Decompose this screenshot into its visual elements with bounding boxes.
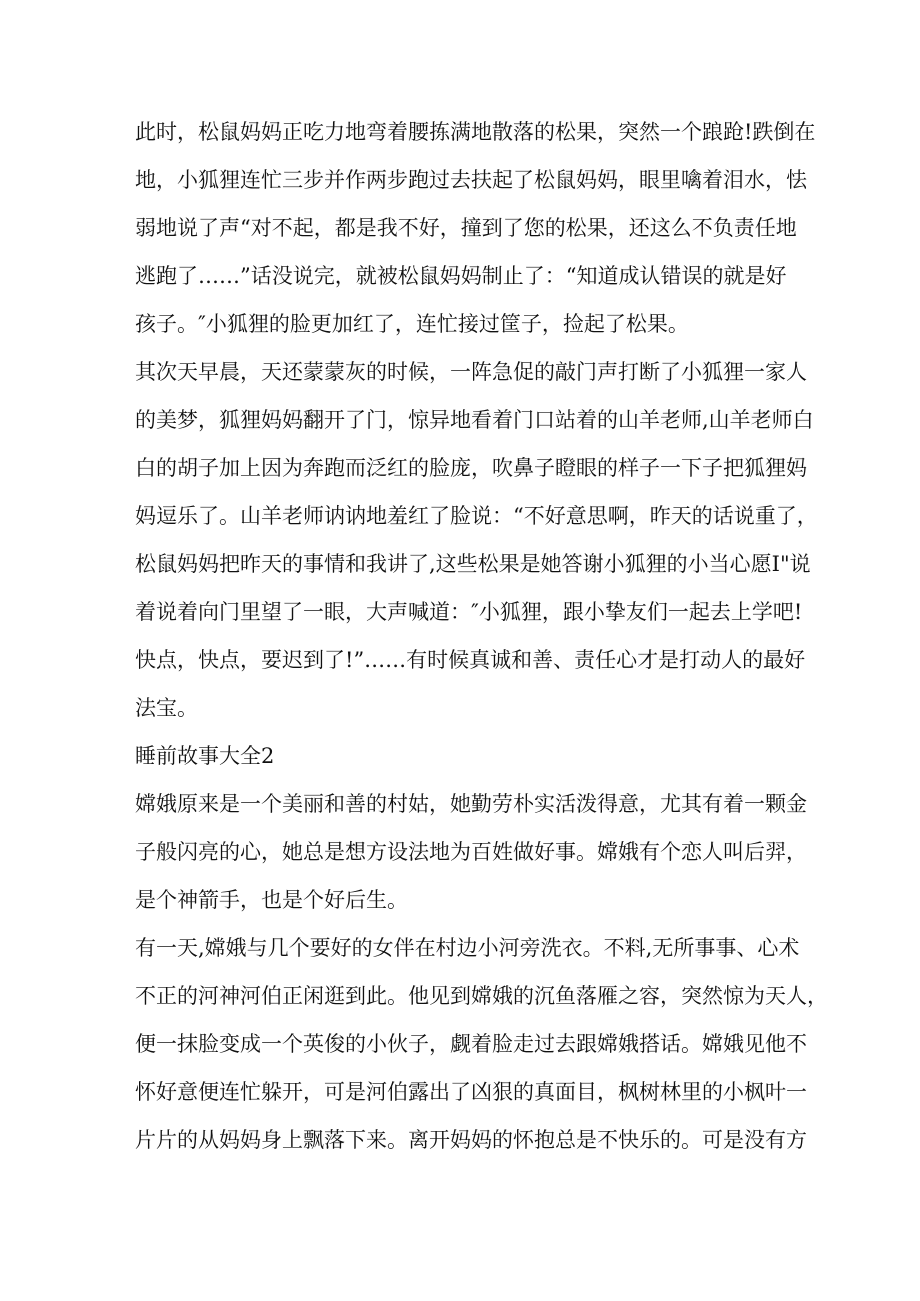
- text-line: 快点，快点，要迟到了!”……有时候真诚和善、责任心才是打动人的最好: [135, 648, 806, 672]
- text-line: 白的胡子加上因为奔跑而泛红的脸庞，吹鼻子瞪眼的样子一下子把狐狸妈: [135, 456, 807, 480]
- text-line: 此时，松鼠妈妈正吃力地弯着腰拣满地散落的松果，突然一个踉跄!跌倒在: [135, 120, 816, 144]
- text-line: 子般闪亮的心，她总是想方设法地为百姓做好事。嫦娥有个恋人叫后羿，: [135, 840, 807, 864]
- text-line: 不正的河神河伯正闲逛到此。他见到嫦娥的沉鱼落雁之容，突然惊为天人，: [135, 984, 828, 1008]
- text-line: 着说着向门里望了一眼，大声喊道：″小狐狸，跟小挚友们一起去上学吧!: [135, 600, 803, 624]
- section-heading: 睡前故事大全2: [135, 744, 275, 768]
- text-line: 有一天,嫦娥与几个要好的女伴在村边小河旁洗衣。不料,无所事事、心术: [135, 936, 800, 960]
- text-line: 便一抹脸变成一个英俊的小伙子，觑着脸走过去跟嫦娥搭话。嫦娥见他不: [135, 1032, 807, 1056]
- text-line: 地，小狐狸连忙三步并作两步跑过去扶起了松鼠妈妈，眼里噙着泪水，怯: [135, 168, 807, 192]
- text-line: 怀好意便连忙躲开，可是河伯露出了凶狠的真面目，枫树林里的小枫叶一: [135, 1080, 807, 1104]
- text-line: 的美梦，狐狸妈妈翻开了门，惊异地看着门口站着的山羊老师,山羊老师白: [135, 408, 814, 432]
- text-line: 弱地说了声“对不起，都是我不好，撞到了您的松果，还这么不负责任地: [135, 216, 797, 240]
- text-line: 孩子。″小狐狸的脸更加红了，连忙接过筐子，捡起了松果。: [135, 312, 689, 336]
- text-line: 嫦娥原来是一个美丽和善的村姑，她勤劳朴实活泼得意，尤其有着一颗金: [135, 792, 807, 816]
- text-line: 是个神箭手，也是个好后生。: [135, 888, 408, 912]
- text-line: 逃跑了……”话没说完，就被松鼠妈妈制止了：“知道成认错误的就是好: [135, 264, 787, 288]
- text-line: 妈逗乐了。山羊老师讷讷地羞红了脸说：“不好意思啊，昨天的话说重了，: [135, 504, 818, 528]
- text-line: 松鼠妈妈把昨天的事情和我讲了,这些松果是她答谢小狐狸的小当心愿I"说: [135, 552, 811, 576]
- text-line: 其次天早晨，天还蒙蒙灰的时候，一阵急促的敲门声打断了小狐狸一家人: [135, 360, 807, 384]
- text-line: 片片的从妈妈身上飘落下来。离开妈妈的怀抱总是不快乐的。可是没有方: [135, 1128, 807, 1152]
- text-line: 法宝。: [135, 696, 198, 720]
